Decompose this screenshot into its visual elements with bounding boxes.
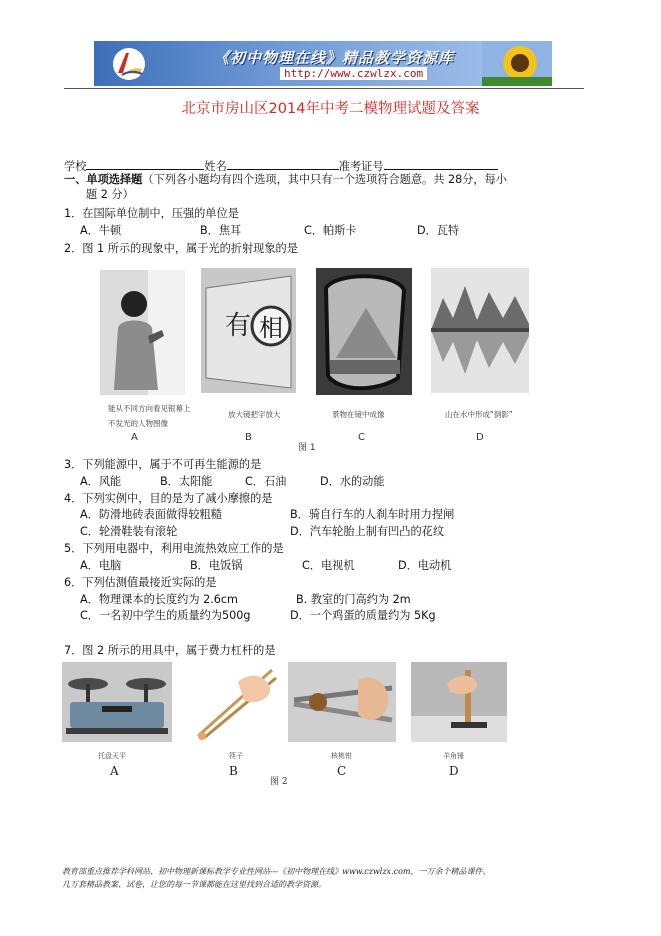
figure1-caption-c: 景物在镜中成像 <box>332 410 385 419</box>
figure2-caption-a: 托盘天平 <box>98 752 126 760</box>
figure2-caption-b: 筷子 <box>229 752 243 760</box>
q3-option-d: D．水的动能 <box>320 475 385 488</box>
svg-text:相: 相 <box>259 314 283 342</box>
figure2-caption-d: 羊角锤 <box>443 752 464 760</box>
question-4: 4．下列实例中，目的是为了减小摩擦的是 <box>64 492 273 505</box>
figure2-letter-b: B <box>229 764 238 778</box>
figure1-photo-a <box>100 270 185 395</box>
figure1-letter-c: C <box>358 432 365 443</box>
q5-option-c: C．电视机 <box>302 559 355 572</box>
figure1-label: 图 1 <box>298 443 316 453</box>
q1-option-b: B．焦耳 <box>200 224 242 237</box>
mountain-reflection-icon <box>431 268 529 393</box>
nutcracker-icon <box>288 662 396 742</box>
figure2-letter-a: A <box>110 764 119 778</box>
section-title: 一、单项选择题 <box>64 173 143 186</box>
q6-option-b: B. 教室的门高约为 2m <box>296 593 411 606</box>
figure1-letter-d: D <box>476 432 484 443</box>
q4-option-a: A．防滑地砖表面做得较粗糙 <box>80 508 222 521</box>
footer-line-1: 教育部重点推荐学科网站、初中物理新课标教学专业性网站---《初中物理在线》www.czwlzx.com，一万余个精品课件、 <box>62 867 491 876</box>
figure2-photo-c <box>288 662 396 742</box>
boy-screen-icon <box>100 270 185 395</box>
figure1-photo-b <box>201 268 296 393</box>
q4-option-c: C．轮滑鞋装有滚轮 <box>80 525 178 538</box>
figure2-letter-d: D <box>449 764 459 778</box>
site-logo-icon <box>112 47 146 81</box>
section-heading <box>64 173 507 187</box>
q3-option-b: B．太阳能 <box>160 475 213 488</box>
q5-option-b: B．电饭锅 <box>190 559 243 572</box>
name-label: 姓名 <box>204 160 227 173</box>
q3-option-a: A．风能 <box>80 475 122 488</box>
balance-scale-icon <box>62 662 172 742</box>
banner-title: 《初中物理在线》精品教学资源库 <box>214 49 455 67</box>
page-title: 北京市房山区2014年中考二模物理试题及答案 <box>181 101 480 117</box>
school-blank <box>86 158 204 170</box>
figure1-letter-a: A <box>131 432 138 443</box>
question-7: 7．图 2 所示的用具中，属于费力杠杆的是 <box>64 644 276 657</box>
figure1-photo-c <box>316 268 412 395</box>
q5-option-d: D．电动机 <box>398 559 452 572</box>
car-mirror-icon <box>316 268 412 395</box>
q1-option-a: A．牛顿 <box>80 224 122 237</box>
figure2-photo-a <box>62 662 172 742</box>
question-6: 6．下列估测值最接近实际的是 <box>64 576 217 589</box>
figure1-caption-d: 山在水中形成“倒影” <box>445 410 513 419</box>
name-blank <box>227 158 339 170</box>
figure1-caption-a-1: 能从不同方向看见银幕上 <box>108 404 191 413</box>
svg-text:有: 有 <box>225 311 252 341</box>
q4-option-d: D．汽车轮胎上制有凹凸的花纹 <box>290 525 445 538</box>
student-info-row <box>64 158 498 174</box>
q6-option-d: D．一个鸡蛋的质量约为 5Kg <box>290 609 436 622</box>
figure2-label: 图 2 <box>270 777 288 787</box>
figure2-photo-d <box>411 662 507 742</box>
claw-hammer-icon <box>411 662 507 742</box>
q3-option-c: C．石油 <box>245 475 287 488</box>
q4-option-b: B．骑自行车的人刹车时用力捏闸 <box>290 508 455 521</box>
exam-no-blank <box>384 158 498 170</box>
figure1-caption-b: 放大镜把字放大 <box>228 410 281 419</box>
q6-option-a: A．物理课本的长度约为 2.6cm <box>80 593 238 606</box>
header-banner <box>94 41 552 86</box>
question-1: 1．在国际单位制中，压强的单位是 <box>64 207 239 220</box>
q1-option-d: D．瓦特 <box>417 224 460 237</box>
figure1-caption-a-2: 不发光的人物图像 <box>108 419 168 428</box>
question-5: 5．下列用电器中，利用电流热效应工作的是 <box>64 542 284 555</box>
section-instruction: （下列各小题均有四个选项，其中只有一个选项符合题意。共 28分，每小 <box>142 173 507 186</box>
figure1-letter-b: B <box>245 432 252 443</box>
figure1-photo-d <box>431 268 529 393</box>
footer-line-2: 几万套精品教案、试卷，让您的每一节课都能在这里找到合适的教学资源。 <box>62 880 326 889</box>
q6-option-c: C．一名初中学生的质量约为500g <box>80 609 251 622</box>
question-2: 2．图 1 所示的现象中，属于光的折射现象的是 <box>64 242 298 255</box>
school-label: 学校 <box>64 160 87 173</box>
question-3: 3．下列能源中，属于不可再生能源的是 <box>64 458 262 471</box>
q1-option-c: C．帕斯卡 <box>304 224 357 237</box>
banner-url: http://www.czwlzx.com <box>280 67 427 80</box>
figure2-letter-c: C <box>337 764 347 778</box>
section-instruction-cont: 题 2 分） <box>86 188 134 201</box>
figure2-photo-b <box>186 662 278 742</box>
header-rule <box>64 88 584 89</box>
magnifier-icon <box>201 268 296 393</box>
sunflower-icon <box>482 41 552 86</box>
exam-no-label: 准考证号 <box>338 160 384 173</box>
chopsticks-icon <box>186 662 278 742</box>
figure2-caption-c: 核桃钳 <box>331 752 352 760</box>
q5-option-a: A．电脑 <box>80 559 122 572</box>
